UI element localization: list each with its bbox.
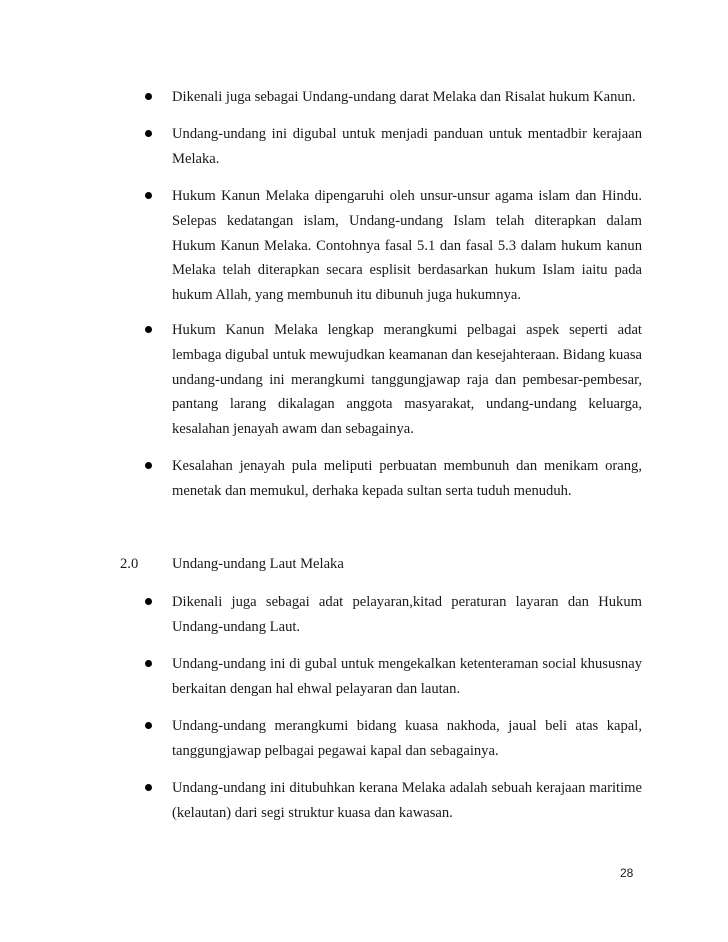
page-number: 28 [620, 866, 634, 880]
bullet-text: Undang-undang ini digubal untuk menjadi panduan untuk mentadbir kerajaan Melaka. [172, 126, 642, 167]
bullet-icon [145, 130, 152, 137]
section-title: Undang-undang Laut Melaka [172, 556, 344, 572]
bullet-text: Dikenali juga sebagai adat pelayaran,kitad peraturan layaran dan Hukum Undang-undang Laut. [172, 594, 642, 635]
bullet-icon [145, 192, 152, 199]
bullet-icon [145, 722, 152, 729]
bullet-icon [145, 660, 152, 667]
bullet-icon [145, 598, 152, 605]
bullet-icon [145, 784, 152, 791]
bullet-text: Hukum Kanun Melaka lengkap merangkumi pelbagai aspek seperti adat lembaga digubal untuk mewujudkan keamanan dan kesejahteraan. Bidang kuasa undang-undang ini merangkumi tanggungjawap raja dan pembesar-pembesar, pantang larang dikalagan anggota masyarakat, undang-undang keluarga, kesalahan jenayah awam dan sebagainya. [172, 322, 642, 438]
bullet-icon [145, 462, 152, 469]
bullet-text: Undang-undang ini di gubal untuk mengekalkan ketenteraman social khususnay berkaitan dengan hal ehwal pelayaran dan lautan. [172, 656, 642, 697]
bullet-text: Kesalahan jenayah pula meliputi perbuatan membunuh dan menikam orang, menetak dan memukul, derhaka kepada sultan serta tuduh menuduh. [172, 458, 642, 499]
bullet-text: Hukum Kanun Melaka dipengaruhi oleh unsur-unsur agama islam dan Hindu. Selepas kedatangan islam, Undang-undang Islam telah diterapkan dalam Hukum Kanun Melaka. Contohnya fasal 5.1 dan fasal 5.3 dalam hukum kanun Melaka telah diterapkan secara esplisit berdasarkan hukum Islam iaitu pada hukum Allah, yang membunuh itu dibunuh juga hukumnya. [172, 188, 642, 304]
bullet-text: Undang-undang merangkumi bidang kuasa nakhoda, jaual beli atas kapal, tanggungjawap pelbagai pegawai kapal dan sebagainya. [172, 718, 642, 759]
bullet-text: Dikenali juga sebagai Undang-undang darat Melaka dan Risalat hukum Kanun. [172, 89, 636, 105]
bullet-icon [145, 326, 152, 333]
bullet-text: Undang-undang ini ditubuhkan kerana Melaka adalah sebuah kerajaan maritime (kelautan) dari segi struktur kuasa dan kawasan. [172, 780, 642, 821]
bullet-icon [145, 93, 152, 100]
section-number: 2.0 [120, 556, 139, 572]
